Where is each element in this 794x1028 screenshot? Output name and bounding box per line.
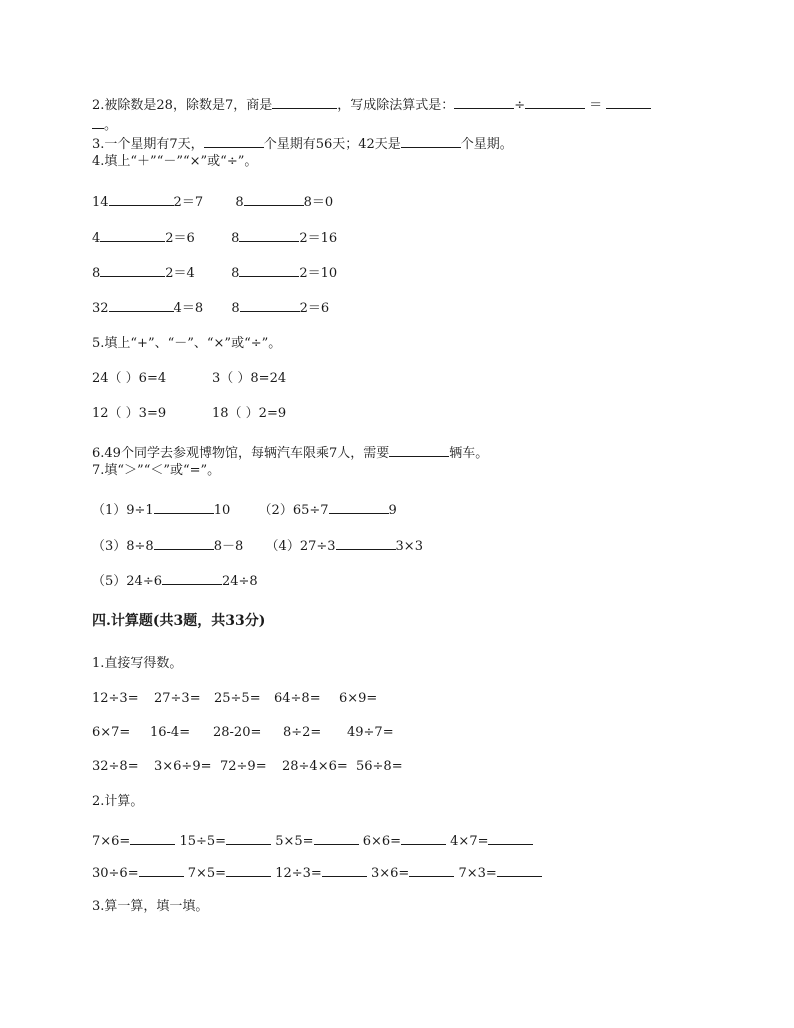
q7-r2-c2-right: 3×3	[395, 539, 423, 554]
q4-r3-c2-blank[interactable]	[239, 262, 299, 277]
q5-r1-c1: 24（ ）6=4	[92, 371, 167, 386]
question-2	[92, 94, 651, 115]
q2-blank-result[interactable]	[606, 94, 651, 109]
c1-r3-item-1: 32÷8=	[92, 759, 139, 774]
c2-r1-blank-2[interactable]	[226, 830, 271, 845]
q5-row-2	[92, 405, 286, 423]
q4-r1-c2-blank[interactable]	[244, 191, 304, 206]
q7-r2-c2-blank[interactable]	[336, 535, 396, 550]
q2-divide-sign: ÷	[514, 98, 526, 113]
q7-r2-c1-left: （3）8÷8	[92, 539, 154, 554]
question-5-title: 5.填上“+”、“－”、“×”或“÷”。	[92, 336, 282, 351]
c2-r1-item-2: 15÷5=	[179, 834, 227, 849]
q4-r4-c2-blank[interactable]	[240, 297, 300, 312]
q4-r3-c2-right: 2＝10	[299, 266, 338, 281]
q2-blank-dividend[interactable]	[454, 94, 514, 109]
q5-r2-c1: 12（ ）3=9	[92, 406, 167, 421]
c1-r3-item-3: 72÷9=	[220, 759, 267, 774]
q6-text-a: 6.49个同学去参观博物馆，每辆汽车限乘7人，需要	[92, 446, 390, 461]
c2-r1-blank-4[interactable]	[401, 830, 446, 845]
c2-r2-blank-3[interactable]	[322, 862, 367, 877]
q4-r3-c1-right: 2＝4	[165, 266, 195, 281]
c2-r2-item-1: 30÷6=	[92, 866, 139, 881]
c2-r2-item-2: 7×5=	[187, 866, 227, 881]
q3-text-a: 3.一个星期有7天，	[92, 137, 204, 152]
q4-r1-c2-left: 8	[235, 195, 244, 210]
q2-blank-quotient[interactable]	[272, 94, 337, 109]
q7-row-1	[92, 499, 397, 520]
c1-r3-item-2: 3×6÷9=	[154, 759, 212, 774]
q4-r1-c1-left: 14	[92, 195, 109, 210]
c2-r2-item-4: 3×6=	[370, 866, 410, 881]
q4-r2-c2-right: 2＝16	[299, 231, 338, 246]
q4-r3-c1-blank[interactable]	[100, 262, 165, 277]
calc-3-title: 3.算一算，填一填。	[92, 899, 209, 914]
q4-r1-c1-right: 2＝7	[173, 195, 204, 210]
q3-text-c: 个星期。	[460, 137, 513, 152]
c1-row-2	[92, 724, 394, 742]
c2-r1-item-1: 7×6=	[92, 834, 131, 849]
c2-r2-blank-2[interactable]	[226, 862, 271, 877]
q5-row-1	[92, 370, 286, 388]
question-2-cont	[92, 114, 117, 135]
q2-blank-result-cont[interactable]	[92, 114, 104, 129]
q4-row-1	[92, 191, 333, 212]
q3-blank-2[interactable]	[401, 133, 461, 148]
section-4-heading: 四.计算题(共3题，共33分)	[92, 613, 266, 629]
q7-r1-c2-left: （2）65÷7	[258, 503, 329, 518]
q7-r3-c1-right: 24÷8	[221, 574, 258, 589]
question-4-title: 4.填上“＋”“－”“×”或“÷”。	[92, 154, 258, 169]
c2-r2-item-5: 7×3=	[458, 866, 497, 881]
q7-r3-c1-left: （5）24÷6	[92, 574, 162, 589]
c2-r2-item-3: 12÷3=	[275, 866, 322, 881]
q4-r2-c1-right: 2＝6	[165, 231, 195, 246]
c2-r2-blank-4[interactable]	[409, 862, 454, 877]
c1-r1-item-1: 12÷3=	[92, 691, 139, 706]
q2-text-a: 2.被除数是28，除数是7，商是	[92, 98, 273, 113]
c2-r2-blank-1[interactable]	[139, 862, 184, 877]
q7-r2-c1-blank[interactable]	[154, 535, 214, 550]
q2-text-e: 。	[104, 118, 118, 133]
q6-text-b: 辆车。	[449, 446, 489, 461]
c1-r1-item-2: 27÷3=	[154, 691, 201, 706]
q2-equals-sign: ＝	[589, 98, 603, 113]
question-7-title: 7.填“＞”“＜”或“=”。	[92, 463, 221, 478]
q4-r2-c1-blank[interactable]	[100, 227, 165, 242]
question-6	[92, 442, 488, 463]
c1-row-3	[92, 758, 403, 776]
c2-row-1	[92, 830, 533, 851]
c2-row-2	[92, 862, 542, 883]
q4-r4-c2-left: 8	[231, 301, 240, 316]
q4-r1-c2-right: 8＝0	[303, 195, 334, 210]
q3-blank-1[interactable]	[204, 133, 264, 148]
question-3	[92, 133, 513, 154]
c1-r3-item-5: 56÷8=	[356, 759, 403, 774]
q7-r1-c2-blank[interactable]	[329, 499, 389, 514]
q7-r1-c1-blank[interactable]	[154, 499, 214, 514]
q7-r2-c2-left: （4）27÷3	[265, 539, 336, 554]
c2-r1-item-4: 6×6=	[362, 834, 402, 849]
c1-r1-item-3: 25÷5=	[214, 691, 261, 706]
q4-r4-c2-right: 2＝6	[299, 301, 330, 316]
c1-r3-item-4: 28÷4×6=	[282, 759, 348, 774]
c2-r1-item-3: 5×5=	[275, 834, 314, 849]
q4-r1-c1-blank[interactable]	[109, 191, 174, 206]
q4-row-2	[92, 227, 337, 248]
c2-r2-blank-5[interactable]	[497, 862, 542, 877]
q7-r2-c1-right: 8－8	[213, 539, 244, 554]
q7-r1-c1-right: 10	[213, 503, 231, 518]
c2-r1-blank-1[interactable]	[130, 830, 175, 845]
q5-r1-c2: 3（ ）8=24	[212, 371, 287, 386]
q4-r2-c1-left: 4	[92, 231, 101, 246]
c1-r2-item-4: 8÷2=	[283, 725, 322, 740]
calc-2-title: 2.计算。	[92, 794, 144, 809]
q4-r4-c1-right: 4＝8	[173, 301, 204, 316]
q2-text-b: ，写成除法算式是：	[337, 98, 455, 113]
q4-r4-c1-blank[interactable]	[109, 297, 174, 312]
q7-r1-c1-left: （1）9÷1	[92, 503, 154, 518]
q3-text-b: 个星期有56天；42天是	[263, 137, 401, 152]
c2-r1-blank-5[interactable]	[488, 830, 533, 845]
q4-row-4	[92, 297, 329, 318]
c1-row-1	[92, 690, 377, 708]
q7-row-2	[92, 535, 423, 556]
q4-row-3	[92, 262, 337, 283]
c1-r2-item-2: 16-4=	[150, 725, 191, 740]
c1-r2-item-5: 49÷7=	[347, 725, 394, 740]
c1-r1-item-5: 6×9=	[339, 691, 378, 706]
q7-r1-c2-right: 9	[388, 503, 397, 518]
q4-r2-c2-blank[interactable]	[239, 227, 299, 242]
q7-r3-c1-blank[interactable]	[162, 570, 222, 585]
c1-r1-item-4: 64÷8=	[274, 691, 321, 706]
q6-blank[interactable]	[389, 442, 449, 457]
calc-1-title: 1.直接写得数。	[92, 656, 183, 671]
q4-r3-c1-left: 8	[92, 266, 101, 281]
c2-r1-item-5: 4×7=	[450, 834, 489, 849]
c1-r2-item-3: 28-20=	[213, 725, 262, 740]
q7-row-3	[92, 570, 258, 591]
c2-r1-blank-3[interactable]	[314, 830, 359, 845]
c1-r2-item-1: 6×7=	[92, 725, 131, 740]
q4-r2-c2-left: 8	[231, 231, 240, 246]
q4-r3-c2-left: 8	[231, 266, 240, 281]
q2-blank-divisor[interactable]	[525, 94, 585, 109]
q5-r2-c2: 18（ ）2=9	[212, 406, 287, 421]
q4-r4-c1-left: 32	[92, 301, 109, 316]
